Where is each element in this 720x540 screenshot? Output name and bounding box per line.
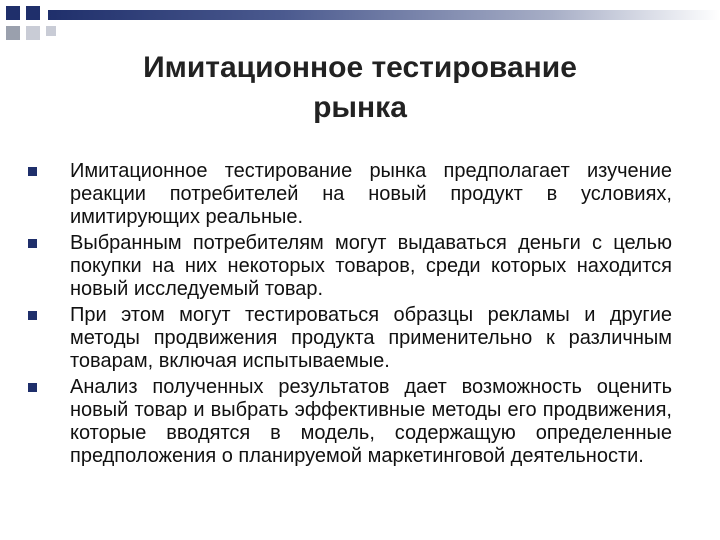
corner-square-decoration (26, 26, 40, 40)
corner-square-decoration (26, 6, 40, 20)
header-band (48, 10, 720, 20)
bullet-text: При этом могут тестироваться образцы рекламы и другие методы продвижения продукта применительно к различным товарам, включая испытываемые. (70, 304, 672, 372)
bullet-text: Выбранным потребителям могут выдаваться деньги с целью покупки на них некоторых товаров, среди которых находится новый исследуемый товар. (70, 232, 672, 300)
bullet-text: Имитационное тестирование рынка предполагает изучение реакции потребителей на новый продукт в условиях, имитирующих реальные. (70, 160, 672, 228)
bullet-item (28, 304, 672, 373)
square-bullet-icon (28, 311, 37, 320)
square-bullet-icon (28, 167, 37, 176)
corner-square-decoration (6, 6, 20, 20)
corner-square-decoration (6, 26, 20, 40)
bullet-list (28, 160, 672, 471)
bullet-item (28, 232, 672, 301)
bullet-text: Анализ полученных результатов дает возможность оценить новый товар и выбрать эффективные методы его продвижения, которые вводятся в модель, содержащую определенные предположения о планируемой маркетинговой деятельности. (70, 376, 672, 467)
bullet-item (28, 160, 672, 229)
corner-square-decoration (46, 26, 56, 36)
bullet-item (28, 376, 672, 468)
square-bullet-icon (28, 239, 37, 248)
slide-title (60, 48, 660, 128)
slide-title-line: рынка (313, 91, 407, 124)
square-bullet-icon (28, 383, 37, 392)
slide-title-line: Имитационное тестирование (143, 51, 577, 84)
